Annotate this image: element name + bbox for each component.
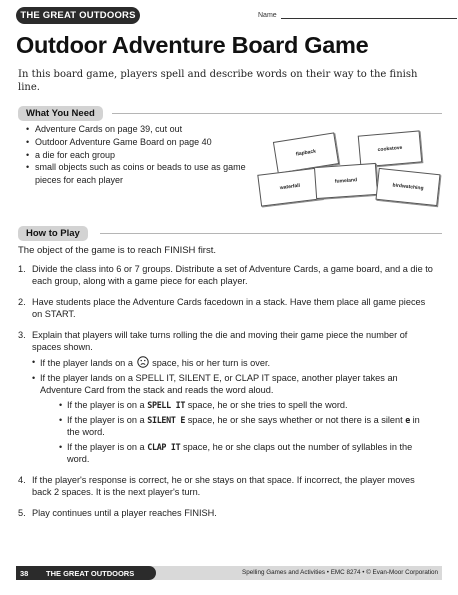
bullet-text: space, he or she tries to spell the word.: [187, 400, 348, 410]
game-objective: The object of the game is to reach FINISH first.: [18, 245, 216, 256]
step-item: [18, 296, 433, 320]
step-number: 5.: [18, 508, 26, 518]
step-text: Play continues until a player reaches FINISH.: [32, 508, 217, 518]
adventure-cards-illustration: [253, 131, 443, 209]
adventure-card: waterfall: [257, 167, 322, 206]
list-item: • a die for each group: [26, 149, 251, 162]
name-label: Name: [258, 12, 277, 19]
header-tab: THE GREAT OUTDOORS: [16, 7, 140, 24]
footer-tab: [16, 566, 156, 580]
sad-face-icon: [137, 356, 149, 368]
list-item: • Outdoor Adventure Game Board on page 40: [26, 136, 251, 149]
bullet-text: If the player is on a: [67, 442, 145, 452]
what-you-need-heading: What You Need: [18, 106, 103, 121]
name-field[interactable]: [258, 11, 457, 19]
sub-bullet: • If the player lands on a space, his or her turn is over.: [32, 357, 271, 368]
section-divider: [100, 233, 442, 234]
materials-list: [26, 123, 251, 187]
silent-e-keyword: SILENT E: [147, 415, 186, 425]
footer-credit: Spelling Games and Activities • EMC 8274 • © Evan-Moor Corporation: [242, 569, 438, 576]
page-number: 38: [20, 568, 29, 578]
list-item: • Adventure Cards on page 39, cut out: [26, 123, 251, 136]
step-item: [18, 263, 433, 287]
bullet-text: space, he or she says whether or not there is a silent: [187, 415, 403, 425]
spell-it-keyword: SPELL IT: [147, 400, 186, 410]
adventure-card: flapback: [273, 132, 339, 173]
adventure-card: cookstove: [358, 130, 423, 167]
bullet-text: space, his or her turn is over.: [152, 358, 271, 368]
list-item: • small objects such as coins or beads to use as game pieces for each player: [26, 161, 251, 187]
bullet-text: If the player is on a: [67, 400, 145, 410]
step-item: [18, 329, 433, 465]
bullet-text: space, he or she claps out the number of syllables in the word.: [67, 442, 413, 464]
step-item: [18, 507, 433, 519]
bullet-text: If the player is on a: [67, 415, 145, 425]
step-text: If the player's response is correct, he or she stays on that space. If incorrect, the player moves back 2 spaces. It is the next player's turn.: [32, 475, 415, 497]
clap-it-keyword: CLAP IT: [147, 442, 181, 452]
how-to-play-heading: How to Play: [18, 226, 88, 241]
name-line: [281, 11, 457, 19]
bullet-text: If the player lands on a SPELL IT, SILENT E, or CLAP IT space, another player takes an Adventure Card from the stack and reads the word aloud.: [40, 373, 398, 395]
adventure-card: fumeland: [314, 163, 378, 199]
sub-sub-bullet: • If the player is on a SILENT E space, he or she says whether or not there is a silent e in the word.: [59, 415, 420, 437]
instructions-list: [18, 263, 433, 519]
step-number: 4.: [18, 475, 26, 485]
step-number: 3.: [18, 330, 26, 340]
step-number: 1.: [18, 264, 26, 274]
sub-bullet: • If the player lands on a SPELL IT, SILENT E, or CLAP IT space, another player takes an Adventure Card from the stack and reads the word aloud.: [32, 373, 398, 395]
page-title: Outdoor Adventure Board Game: [16, 32, 369, 58]
adventure-card: birdwatching: [375, 168, 440, 206]
section-divider: [112, 113, 442, 114]
sub-sub-bullet: • If the player is on a CLAP IT space, he or she claps out the number of syllables in the word.: [59, 442, 413, 464]
sub-sub-bullet: • If the player is on a SPELL IT space, he or she tries to spell the word.: [59, 400, 348, 410]
step-text: Have students place the Adventure Cards facedown in a stack. Have them place all game pieces on START.: [32, 297, 426, 319]
step-text: Explain that players will take turns rolling the die and moving their game piece the number of spaces shown.: [32, 330, 408, 352]
bullet-text: in the word.: [67, 415, 420, 437]
letter-e: e: [405, 415, 411, 425]
step-number: 2.: [18, 297, 26, 307]
step-item: [18, 474, 433, 498]
footer-section-label: THE GREAT OUTDOORS: [46, 568, 135, 578]
bullet-text: If the player lands on a: [40, 358, 133, 368]
intro-text: In this board game, players spell and describe words on their way to the finish line.: [18, 69, 418, 93]
step-text: Divide the class into 6 or 7 groups. Distribute a set of Adventure Cards, a game board, and a die to each group, along with a game piece for each player.: [32, 264, 433, 286]
